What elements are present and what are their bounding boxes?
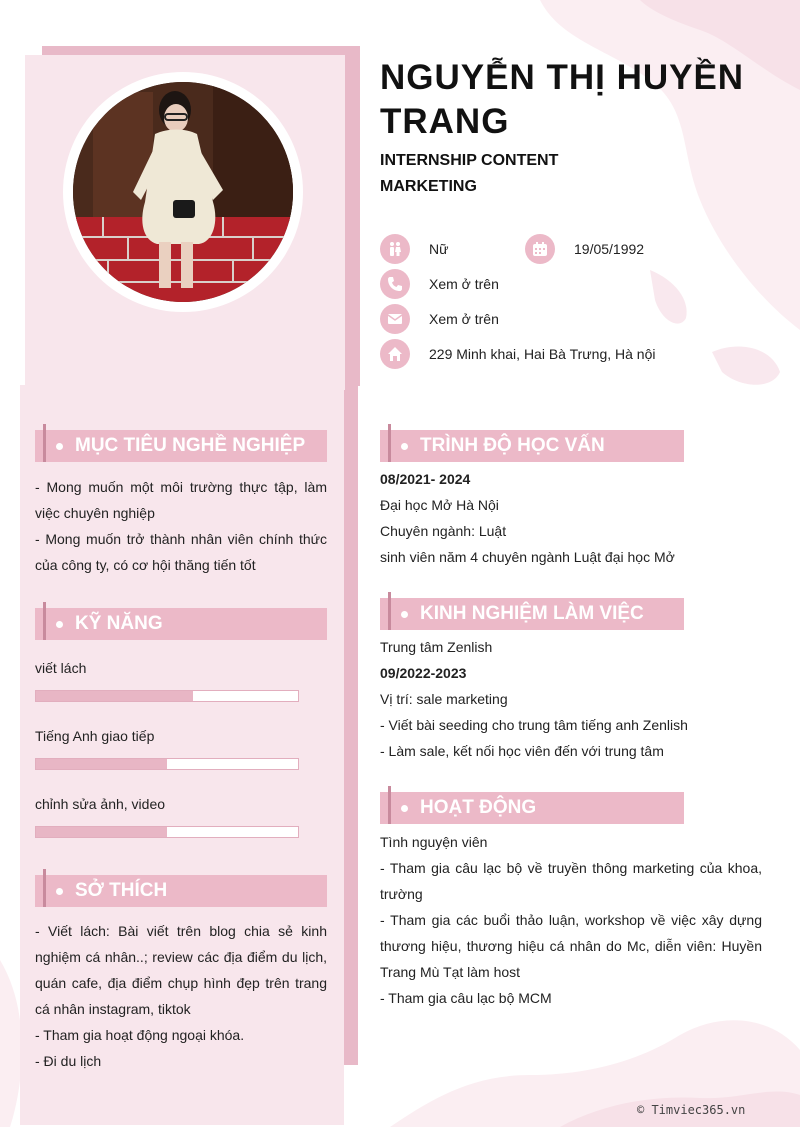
skill-bar-fill [36,691,193,701]
info-email [380,304,499,334]
avatar [73,82,293,302]
skill-bar [35,690,299,702]
objective-text [35,474,327,578]
section-title: SỞ THÍCH [75,880,168,901]
skill-name: viết lách [35,660,87,676]
job-position: INTERNSHIP CONTENT MARKETING [380,152,559,195]
objective-line: - Mong muốn trở thành nhân viên chính thức của công ty, có cơ hội thăng tiến tốt [35,531,327,573]
section-title: HOẠT ĐỘNG [420,797,537,818]
info-gender [380,234,448,264]
activity-role: Tình nguyện viên [380,834,488,850]
section-header-skills [35,608,327,640]
education-major: Chuyên ngành: Luật [380,523,507,539]
phone-value: Xem ở trên [429,276,499,292]
candidate-name: NGUYỄN THỊ HUYỀN TRANG [380,58,745,141]
skill-name: Tiếng Anh giao tiếp [35,728,155,744]
experience-text [380,634,770,764]
email-value: Xem ở trên [429,311,499,327]
info-address [380,339,656,369]
hobbies-text [35,918,327,1074]
activity-line: - Tham gia các buổi thảo luận, workshop về việc xây dựng thương hiệu, thương hiệu cá nhân do Mc, diễn viên: Huyền Trang Mù Tạt làm host [380,912,762,980]
experience-role: Vị trí: sale marketing [380,691,508,707]
email-icon [380,304,410,334]
skill-bar [35,758,299,770]
phone-icon [380,269,410,299]
experience-line: - Làm sale, kết nối học viên đến với trung tâm [380,743,664,759]
section-header-education [380,430,684,462]
gender-icon [380,234,410,264]
experience-period: 09/2022-2023 [380,665,467,681]
skill-bar-fill [36,827,167,837]
footer-watermark: © Timviec365.vn [637,1103,746,1117]
section-title: MỤC TIÊU NGHỀ NGHIỆP [75,435,306,456]
hobby-line: - Tham gia hoạt động ngoại khóa. [35,1027,245,1043]
education-desc: sinh viên năm 4 chuyên ngành Luật đại học Mở [380,549,675,565]
info-phone [380,269,499,299]
home-icon [380,339,410,369]
activities-text [380,829,762,1011]
section-header-objective [35,430,327,462]
section-header-activities [380,792,684,824]
section-header-experience [380,598,684,630]
section-header-hobbies [35,875,327,907]
education-school: Đại học Mở Hà Nội [380,497,499,513]
objective-line: - Mong muốn một môi trường thực tập, làm việc chuyên nghiệp [35,479,327,521]
experience-company: Trung tâm Zenlish [380,639,493,655]
calendar-icon [525,234,555,264]
hobby-line: - Viết lách: Bài viết trên blog chia sẻ kinh nghiệm cá nhân..; review các địa điểm du lịch, quán cafe, địa điểm chụp hình đẹp trên trang cá nhân instagram, tiktok [35,923,327,1017]
activity-line: - Tham gia câu lạc bộ về truyền thông marketing của khoa, trường [380,860,762,902]
birthday-value: 19/05/1992 [574,241,645,257]
education-period: 08/2021- 2024 [380,471,471,487]
education-text [380,466,770,570]
section-title: TRÌNH ĐỘ HỌC VẤN [420,435,605,456]
info-birthday [525,234,644,264]
address-value: 229 Minh khai, Hai Bà Trưng, Hà nội [429,346,656,362]
section-title: KỸ NĂNG [75,613,163,634]
section-title: KINH NGHIỆM LÀM VIỆC [420,603,644,624]
skill-bar-fill [36,759,167,769]
skill-name: chỉnh sửa ảnh, video [35,796,166,812]
hobby-line: - Đi du lịch [35,1053,102,1069]
skill-bar [35,826,299,838]
activity-line: - Tham gia câu lạc bộ MCM [380,990,552,1006]
gender-value: Nữ [429,241,449,257]
experience-line: - Viết bài seeding cho trung tâm tiếng anh Zenlish [380,717,688,733]
